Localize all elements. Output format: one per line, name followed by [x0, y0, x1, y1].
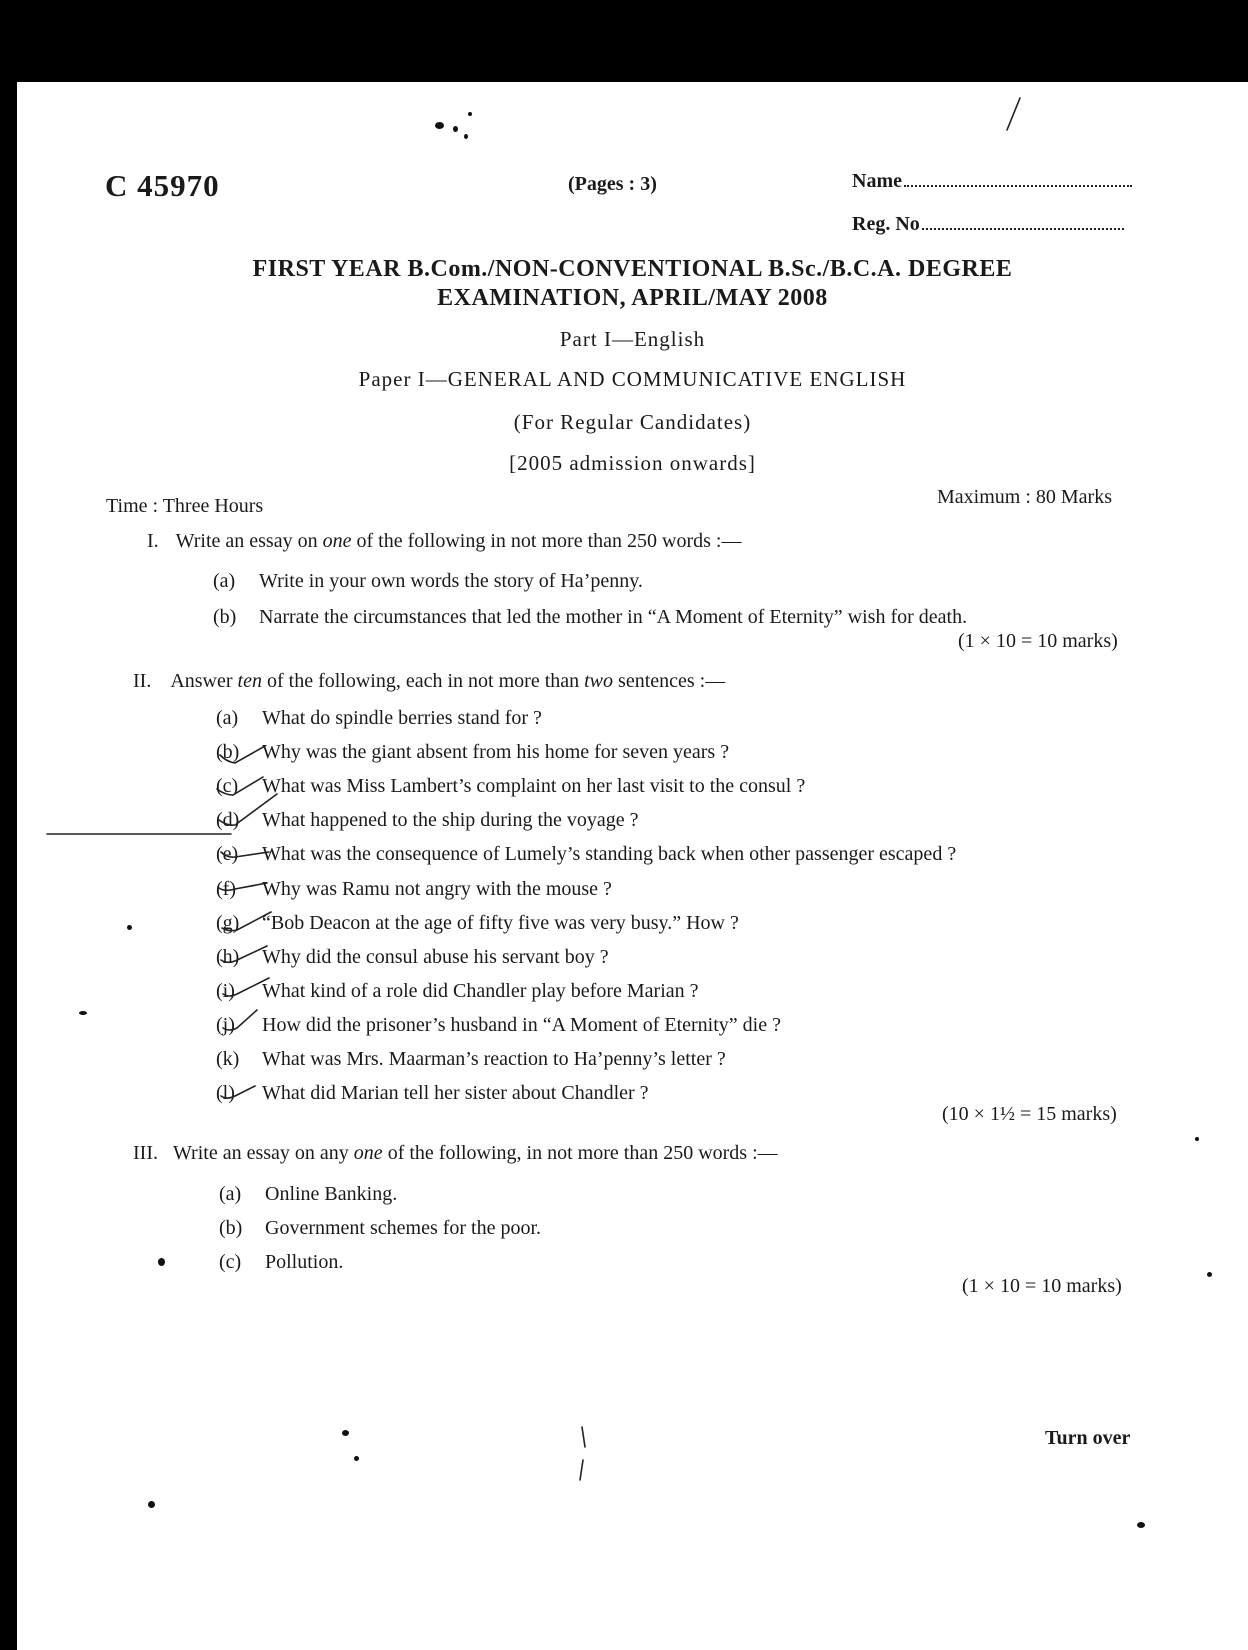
section-2-item: (i) What kind of a role did Chandler play before Marian ?	[216, 980, 699, 1002]
scan-speck	[148, 1501, 155, 1508]
exam-title-line1: FIRST YEAR B.Com./NON-CONVENTIONAL B.Sc./B.C.A. DEGREE	[252, 256, 1013, 282]
check-mark	[223, 1010, 257, 1030]
section-1-number: I.	[147, 530, 159, 552]
scan-speck	[435, 122, 444, 129]
section-3-text-pre: Write an essay on any	[172, 1142, 354, 1164]
scan-speck	[342, 1430, 349, 1436]
section-1-text-post: of the following in not more than 250 words :—	[351, 530, 742, 552]
section-3-item: (a) Online Banking.	[219, 1183, 398, 1205]
section-2-item: (k) What was Mrs. Maarman’s reaction to Ha’penny’s letter ?	[216, 1048, 726, 1070]
section-1-item: (a) Write in your own words the story of Ha’penny.	[213, 570, 643, 592]
time-allowed: Time : Three Hours	[106, 495, 264, 517]
section-1-item: (b) Narrate the circumstances that led the mother in “A Moment of Eternity” wish for death.	[213, 606, 968, 628]
section-2-item: (d) What happened to the ship during the voyage ?	[216, 809, 639, 831]
check-mark	[220, 746, 265, 763]
paper-heading: Paper I—GENERAL AND COMMUNICATIVE ENGLISH	[358, 367, 907, 391]
turn-over-note: Turn over	[1045, 1427, 1131, 1449]
section-2-item: (h) Why did the consul abuse his servant boy ?	[216, 946, 609, 968]
section-2-item: (c) What was Miss Lambert’s complaint on her last visit to the consul ?	[216, 775, 806, 797]
section-2-text-emphasis-2: two	[584, 670, 614, 692]
scan-speck	[453, 126, 458, 132]
paper-code: C 45970	[105, 168, 220, 203]
check-mark	[221, 946, 267, 962]
part-heading: Part I—English	[559, 327, 706, 351]
scan-left-border	[0, 82, 17, 1650]
scan-speck	[127, 925, 132, 930]
section-2-item: (g) “Bob Deacon at the age of fifty five was very busy.” How ?	[216, 912, 739, 934]
pen-slash-mark	[1007, 98, 1020, 130]
pages-count: (Pages : 3)	[568, 173, 657, 195]
section-2-text-pre: Answer	[170, 670, 238, 692]
reg-no-label: Reg. No	[852, 213, 920, 235]
maximum-marks: Maximum : 80 Marks	[937, 486, 1112, 508]
section-2-number: II.	[133, 670, 152, 692]
scan-speck	[158, 1258, 165, 1266]
section-2-item: (j) How did the prisoner’s husband in “A Moment of Eternity” die ?	[216, 1014, 781, 1036]
exam-title-line2: EXAMINATION, APRIL/MAY 2008	[437, 285, 828, 311]
check-mark	[219, 883, 267, 890]
admission-note: [2005 admission onwards]	[509, 451, 756, 475]
section-3-text-emphasis: one	[353, 1142, 383, 1164]
check-mark	[221, 1086, 255, 1098]
check-mark	[222, 912, 271, 931]
exam-paper-page	[17, 82, 1248, 1650]
section-3-number: III.	[133, 1142, 158, 1164]
section-2-item: (f) Why was Ramu not angry with the mouse ?	[216, 878, 612, 900]
section-2-item: (b) Why was the giant absent from his home for seven years ?	[216, 741, 730, 763]
scan-speck	[354, 1456, 359, 1461]
check-mark	[219, 794, 277, 825]
section-2-item: (l) What did Marian tell her sister about Chandler ?	[216, 1082, 649, 1104]
scan-speck	[464, 134, 468, 139]
candidates-note: (For Regular Candidates)	[513, 410, 752, 434]
scan-speck	[1195, 1137, 1199, 1141]
section-2-marks: (10 × 1½ = 15 marks)	[942, 1103, 1117, 1125]
scan-top-border	[0, 0, 1248, 82]
name-label: Name	[852, 170, 902, 192]
section-3-item: (b) Government schemes for the poor.	[219, 1217, 542, 1239]
pen-annotation-layer	[17, 82, 1248, 1650]
scan-speck	[1137, 1522, 1145, 1528]
section-3-item: (c) Pollution.	[219, 1251, 344, 1273]
section-1-text-emphasis: one	[322, 530, 352, 552]
section-1-marks: (1 × 10 = 10 marks)	[958, 630, 1118, 652]
section-2-text-emphasis-1: ten	[237, 670, 262, 692]
section-2-item: (e) What was the consequence of Lumely’s standing back when other passenger escaped ?	[216, 843, 957, 865]
section-3-marks: (1 × 10 = 10 marks)	[962, 1275, 1122, 1297]
scan-speck	[1207, 1272, 1212, 1277]
section-2-item: (a) What do spindle berries stand for ?	[216, 707, 542, 729]
scan-speck	[468, 112, 472, 116]
check-mark	[223, 978, 269, 996]
section-3-text-post: of the following, in not more than 250 words :—	[382, 1142, 778, 1164]
section-2-text-post: sentences :—	[613, 670, 726, 692]
section-2-text-mid: of the following, each in not more than	[261, 670, 585, 692]
check-mark	[217, 777, 263, 795]
check-mark	[221, 852, 269, 857]
section-1-text-pre: Write an essay on	[175, 530, 323, 552]
scan-speck	[79, 1011, 87, 1015]
